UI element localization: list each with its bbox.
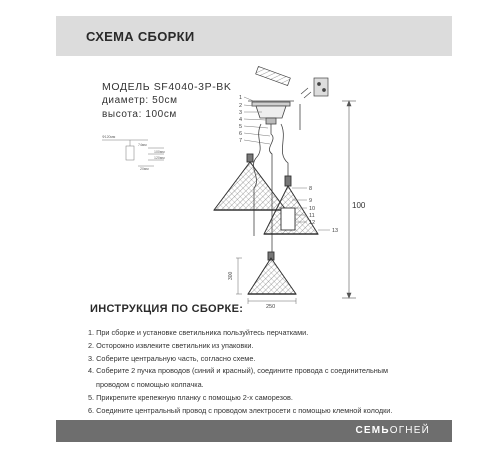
instructions-title: ИНСТРУКЦИЯ ПО СБОРКЕ: [90, 303, 244, 315]
detail-dim-4: 20мм [140, 167, 149, 171]
instruction-step: 4. Соберите 2 пучка проводов (синий и красный), соедините провода с соединительным [88, 366, 389, 375]
detail-labels [102, 135, 165, 171]
callout-1: 1 [239, 95, 243, 101]
dim-height-value: 100 [352, 201, 366, 210]
instruction-step: 6. Соедините центральный провод с проводом электросети с помощью клемной колодки. [88, 406, 393, 415]
callout-3: 3 [239, 110, 243, 116]
height-label: высота: 100см [102, 109, 177, 120]
brand-logo [356, 425, 431, 436]
height-dimension [342, 101, 356, 298]
instruction-step: 1. При сборке и установке светильника пользуйтесь перчатками. [88, 328, 309, 337]
page-title: СХЕМА СБОРКИ [86, 29, 195, 44]
detail-dim-1: 74мм [138, 143, 147, 147]
callout-5: 5 [239, 124, 243, 130]
instructions-list [88, 326, 443, 417]
pendant-shade-upper-left [214, 154, 286, 210]
callouts-left [239, 95, 242, 144]
ceiling-mount [248, 101, 294, 124]
assembly-sheet [56, 0, 452, 450]
dim-width-value: 250 [266, 304, 276, 308]
callout-9: 9 [309, 198, 313, 204]
instruction-step: 2. Осторожно извлеките светильник из упаковки. [88, 341, 254, 350]
detail-diameter-label: Ф120мм [102, 135, 116, 139]
instruction-step-continuation: проводом с помощью колпачка. [96, 380, 204, 389]
callout-7: 7 [239, 138, 243, 144]
model-label: МОДЕЛЬ SF4040-3P-BK [102, 81, 232, 93]
dim-cone-height: 300 [228, 271, 234, 280]
callout-4: 4 [239, 117, 243, 123]
callout-10: 10 [309, 206, 316, 212]
detail-dim-3: 120мм [154, 156, 165, 160]
pendant-shade-lower [248, 252, 296, 294]
callout-6: 6 [239, 131, 243, 137]
footer-bar [56, 420, 452, 442]
callout-8: 8 [309, 186, 313, 192]
instruction-step: 3. Соберите центральную часть, согласно схеме. [88, 354, 256, 363]
callout-11: 11 [309, 213, 315, 219]
detail-dim-2: 100мм [154, 150, 165, 154]
callout-2: 2 [239, 103, 243, 109]
callout-12: 12 [309, 220, 316, 226]
brand-logo-light: ОГНЕЙ [389, 425, 430, 436]
instruction-step: 5. Прикрепите крепежную планку с помощью 2-х саморезов. [88, 393, 293, 402]
assembly-diagram [56, 58, 452, 308]
callout-13: 13 [332, 228, 339, 234]
brand-logo-bold: СЕМЬ [355, 425, 390, 436]
mount-exploded-icon [256, 66, 328, 98]
header-bar [56, 16, 452, 56]
diameter-label: диаметр: 50см [102, 95, 178, 106]
